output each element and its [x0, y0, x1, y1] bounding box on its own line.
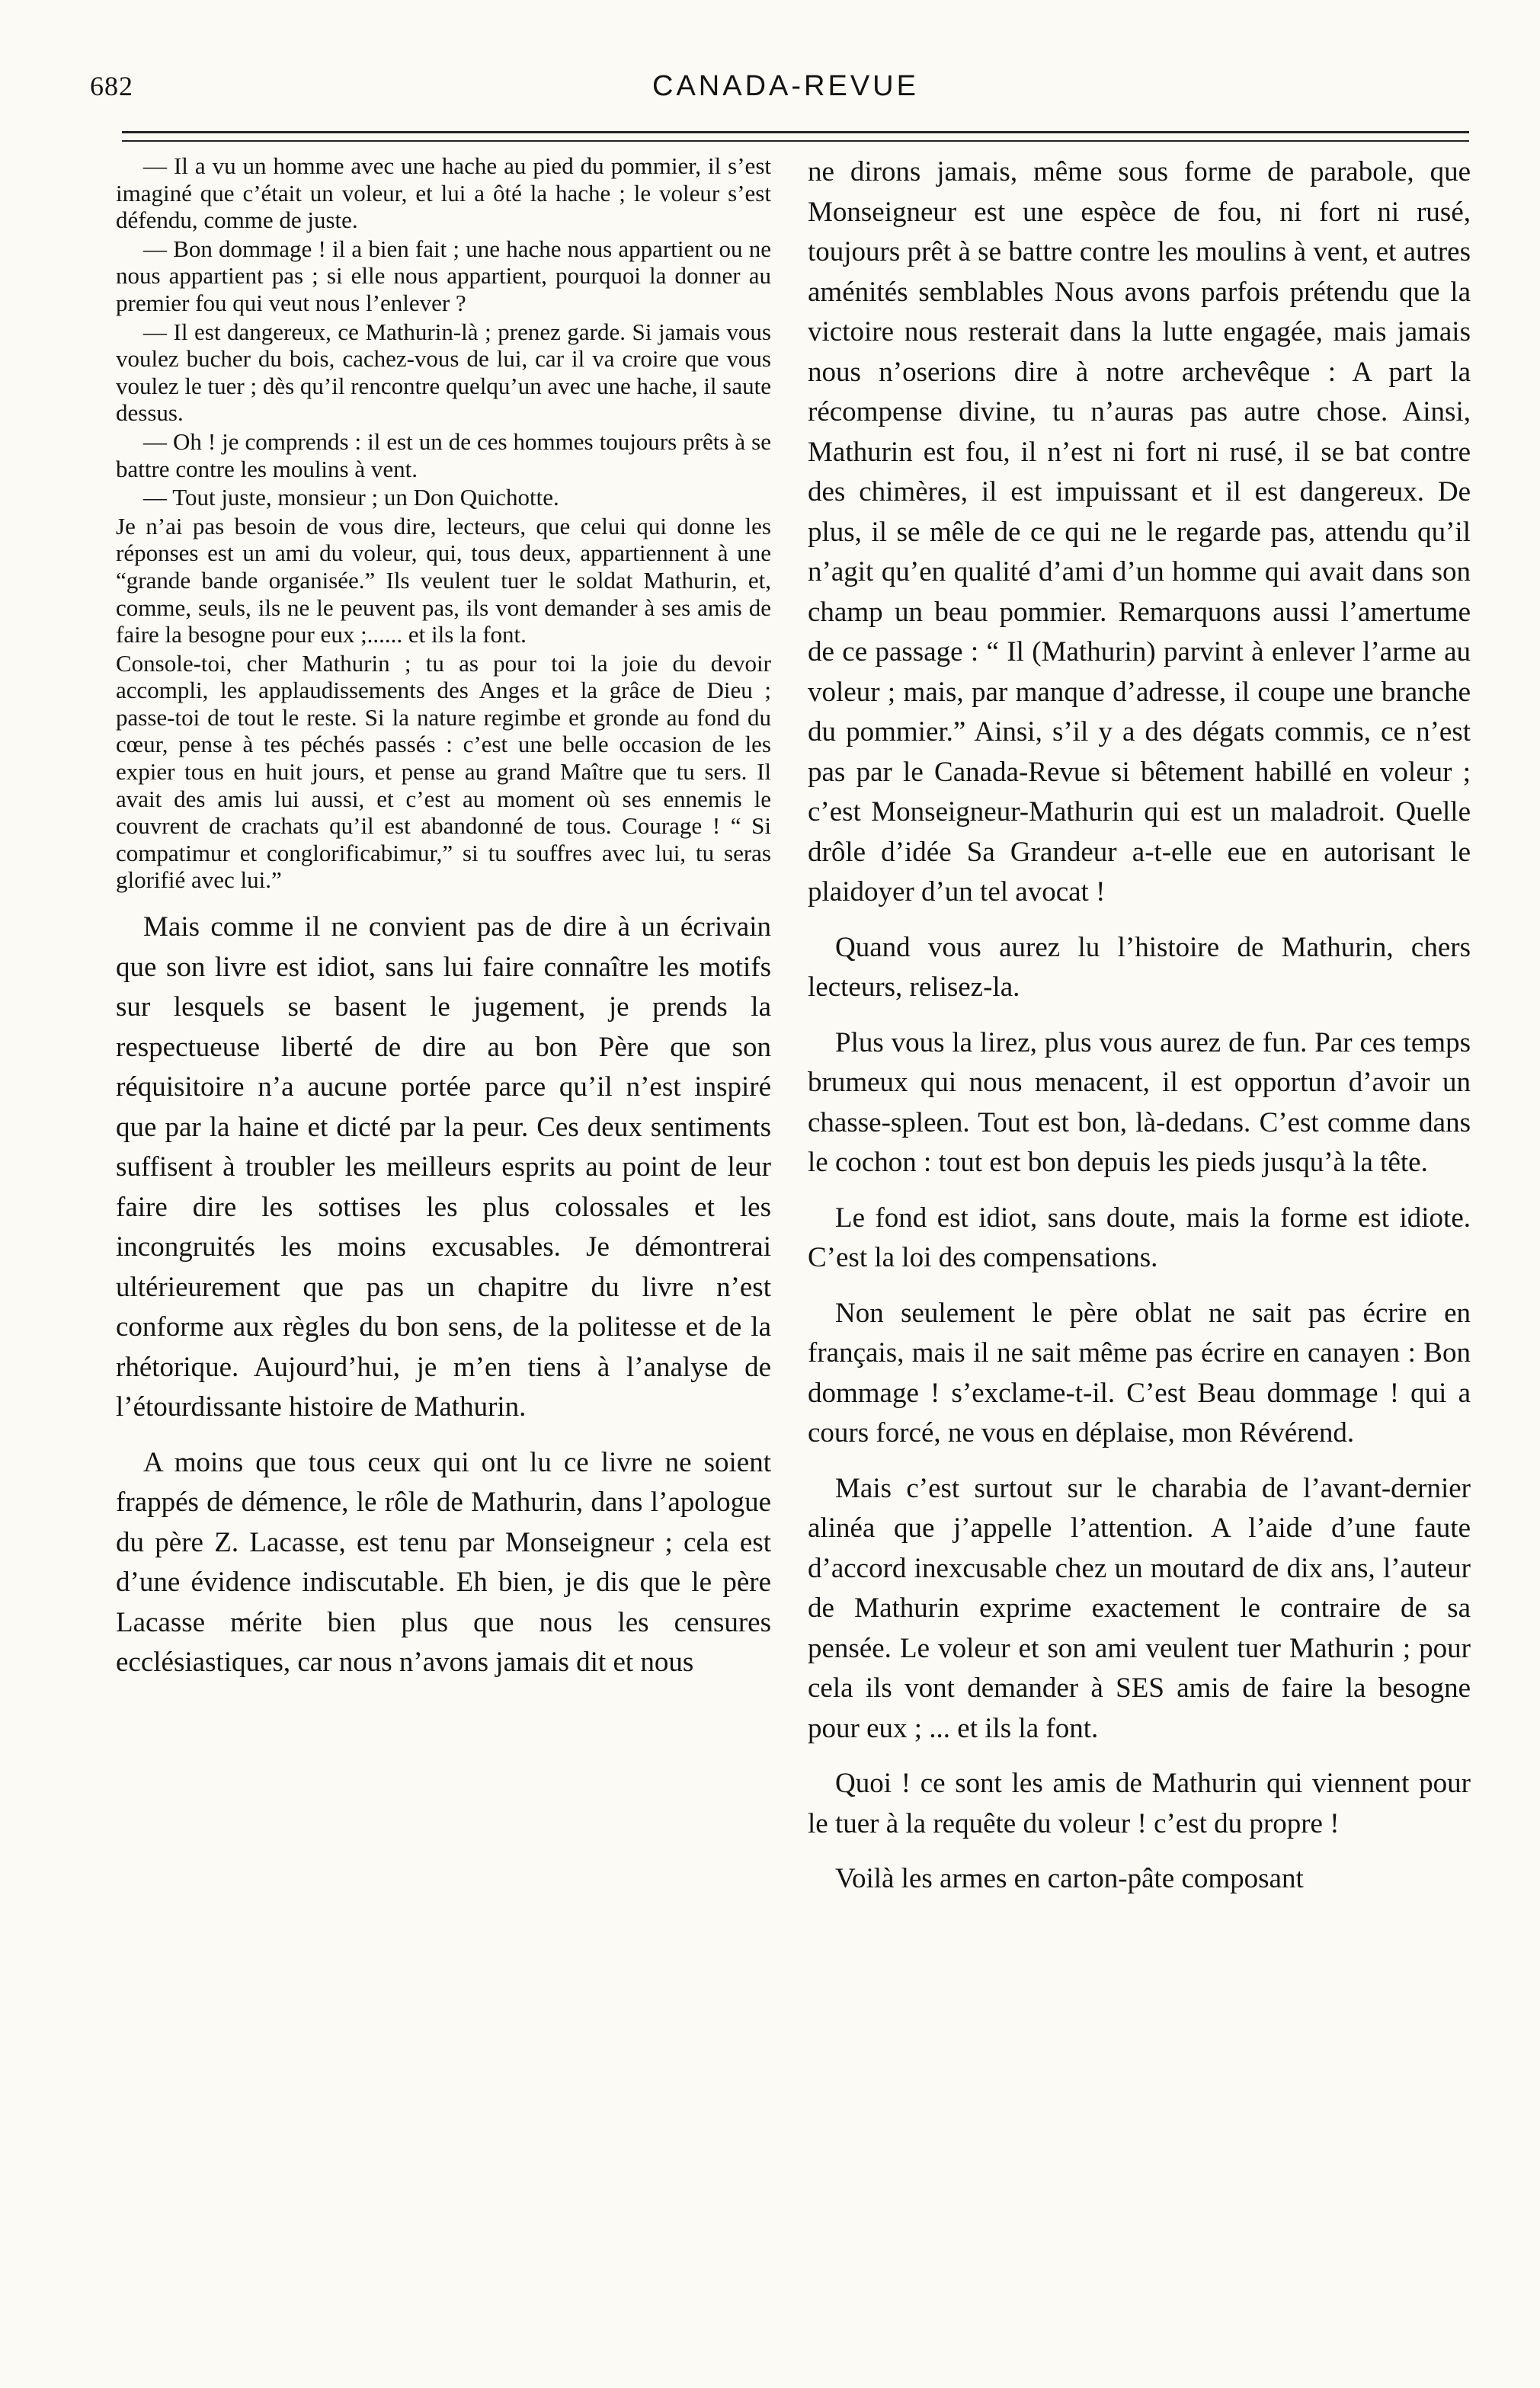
running-title: CANADA-REVUE [652, 70, 919, 102]
body-paragraph: Plus vous la lirez, plus vous aurez de fun. Par ces temps brumeux qui nous menacent, il est opportun d’avoir un chasse-spleen. Tout est bon, là-dedans. C’est comme dans le cochon : tout est bon depuis les pieds jusqu’à la tête. [808, 1026, 1471, 1178]
quoted-paragraph: Je n’ai pas besoin de vous dire, lecteurs, que celui qui donne les réponses est un ami du voleur, qui, tous deux, appartiennent à une “grande bande organisée.” Ils veulent tuer le soldat Mathurin, et, comme, seuls, ils ne le peuvent pas, ils vont demander à ses amis de faire la besogne pour eux ;...... et ils la font. [116, 512, 771, 648]
quoted-paragraph: Console-toi, cher Mathurin ; tu as pour toi la joie du devoir accompli, les applaudissements des Anges et la grâce de Dieu ; passe-toi de tout le reste. Si la nature regimbe et gronde au fond du cœur, pense à tes péchés passés : c’est une belle occasion de les expier tous en huit jours, et pense au grand Maître que tu sers. Il avait des amis lui aussi, et c’est au moment où ses ennemis le couvrent de crachats qu’il est abandonné de tous. Courage ! “ Si compatimur et conglorificabimur,” si tu souffres avec lui, tu seras glorifié avec lui.” [116, 649, 771, 894]
body-paragraph: Le fond est idiot, sans doute, mais la forme est idiote. C’est la loi des compensations. [808, 1202, 1471, 1273]
quoted-paragraph: — Tout juste, monsieur ; un Don Quichotte. [143, 484, 559, 511]
body-paragraph: Voilà les armes en carton-pâte composant [835, 1863, 1304, 1894]
page-header [90, 67, 1481, 113]
body-paragraph: Non seulement le père oblat ne sait pas écrire en français, mais il ne sait même pas écrire en canayen : Bon dommage ! s’exclame-t-il. C’est Beau dommage ! qui a cours forcé, ne vous en déplaise, mon Révérend. [808, 1297, 1471, 1448]
body-paragraph: Mais c’est surtout sur le charabia de l’avant-dernier alinéa que j’appelle l’attention. A l’aide d’une faute d’accord inexcusable chez un moutard de dix ans, l’auteur de Mathurin exprime exactement le contraire de sa pensée. Le voleur et son ami veulent tuer Mathurin ; pour cela ils vont demander à SES amis de faire la besogne pour eux ; ... et ils la font. [808, 1472, 1471, 1744]
quoted-paragraph: — Oh ! je comprends : il est un de ces hommes toujours prêts à se battre contre les moulins à vent. [116, 427, 771, 482]
quoted-excerpt [116, 152, 771, 894]
commentary-text [116, 908, 771, 1683]
body-paragraph: A moins que tous ceux qui ont lu ce livre ne soient frappés de démence, le rôle de Mathurin, dans l’apologue du père Z. Lacasse, est tenu par Monseigneur ; cela est d’une évidence indiscutable. Eh bien, je dis que le père Lacasse mérite bien plus que nous les censures ecclésiastiques, car nous n’avons jamais dit et nous [116, 1446, 771, 1679]
quoted-paragraph: — Il a vu un homme avec une hache au pied du pommier, il s’est imaginé que c’était un voleur, et lui a ôté la hache ; le voleur s’est défendu, comme de juste. [116, 152, 771, 234]
quoted-paragraph: — Bon dommage ! il a bien fait ; une hache nous appartient ou ne nous appartient pas ; si elle nous appartient, pourquoi la donner au premier fou qui veut nous l’enlever ? [116, 235, 771, 316]
right-column [808, 152, 1471, 1900]
left-column [116, 152, 771, 1683]
page-number: 682 [90, 71, 133, 101]
body-paragraph: Mais comme il ne convient pas de dire à un écrivain que son livre est idiot, sans lui faire connaître les motifs sur lesquels se basent le jugement, je prends la respectueuse liberté de dire au bon Père que son réquisitoire n’a aucune portée parce qu’il n’est inspiré que par la haine et dicté par la peur. Ces deux sentiments suffisent à troubler les meilleurs esprits au point de leur faire dire les sottises les plus colossales et les incongruités les moins excusables. Je démontrerai ultérieurement que pas un chapitre du livre n’est conforme aux règles du bon sens, de la politesse et de la rhétorique. Aujourd’hui, je m’en tiens à l’analyse de l’étourdissante histoire de Mathurin. [116, 911, 771, 1423]
body-paragraph: Quoi ! ce sont les amis de Mathurin qui viennent pour le tuer à la requête du voleur ! c’est du propre ! [808, 1768, 1471, 1839]
header-rule-thin [122, 140, 1469, 142]
body-paragraph: ne dirons jamais, même sous forme de parabole, que Monseigneur est une espèce de fou, ni fort ni rusé, toujours prêt à se battre contre les moulins à vent, et autres aménités semblables Nous avons parfois prétendu que la victoire nous resterait dans la lutte engagée, mais jamais nous n’oserions dire à notre archevêque : A part la récompense divine, tu n’auras pas autre chose. Ainsi, Mathurin est fou, il n’est ni fort ni rusé, il se bat contre des chimères, il est impuissant et il est dangereux. De plus, il se mêle de ce qui ne le regarde pas, attendu qu’il n’agit qu’en qualité d’ami d’un homme qui avait dans son champ un beau pommier. Remarquons aussi l’amertume de ce passage : “ Il (Mathurin) parvint à enlever l’arme au voleur ; mais, par manque d’adresse, il coupe une branche du pommier.” Ainsi, s’il y a des dégats commis, ce n’est pas par le Canada-Revue si bêtement habillé en voleur ; c’est Monseigneur-Mathurin qui est un maladroit. Quelle drôle d’idée Sa Grandeur a-t-elle eue en autorisant le plaidoyer d’un tel avocat ! [808, 156, 1471, 908]
header-rule [122, 131, 1469, 133]
body-paragraph: Quand vous aurez lu l’histoire de Mathurin, chers lecteurs, relisez-la. [808, 931, 1471, 1003]
quoted-paragraph: — Il est dangereux, ce Mathurin-là ; prenez garde. Si jamais vous voulez bucher du bois, cachez-vous de lui, car il va croire que vous voulez le tuer ; dès qu’il rencontre quelqu’un avec une hache, il saute dessus. [116, 318, 771, 427]
